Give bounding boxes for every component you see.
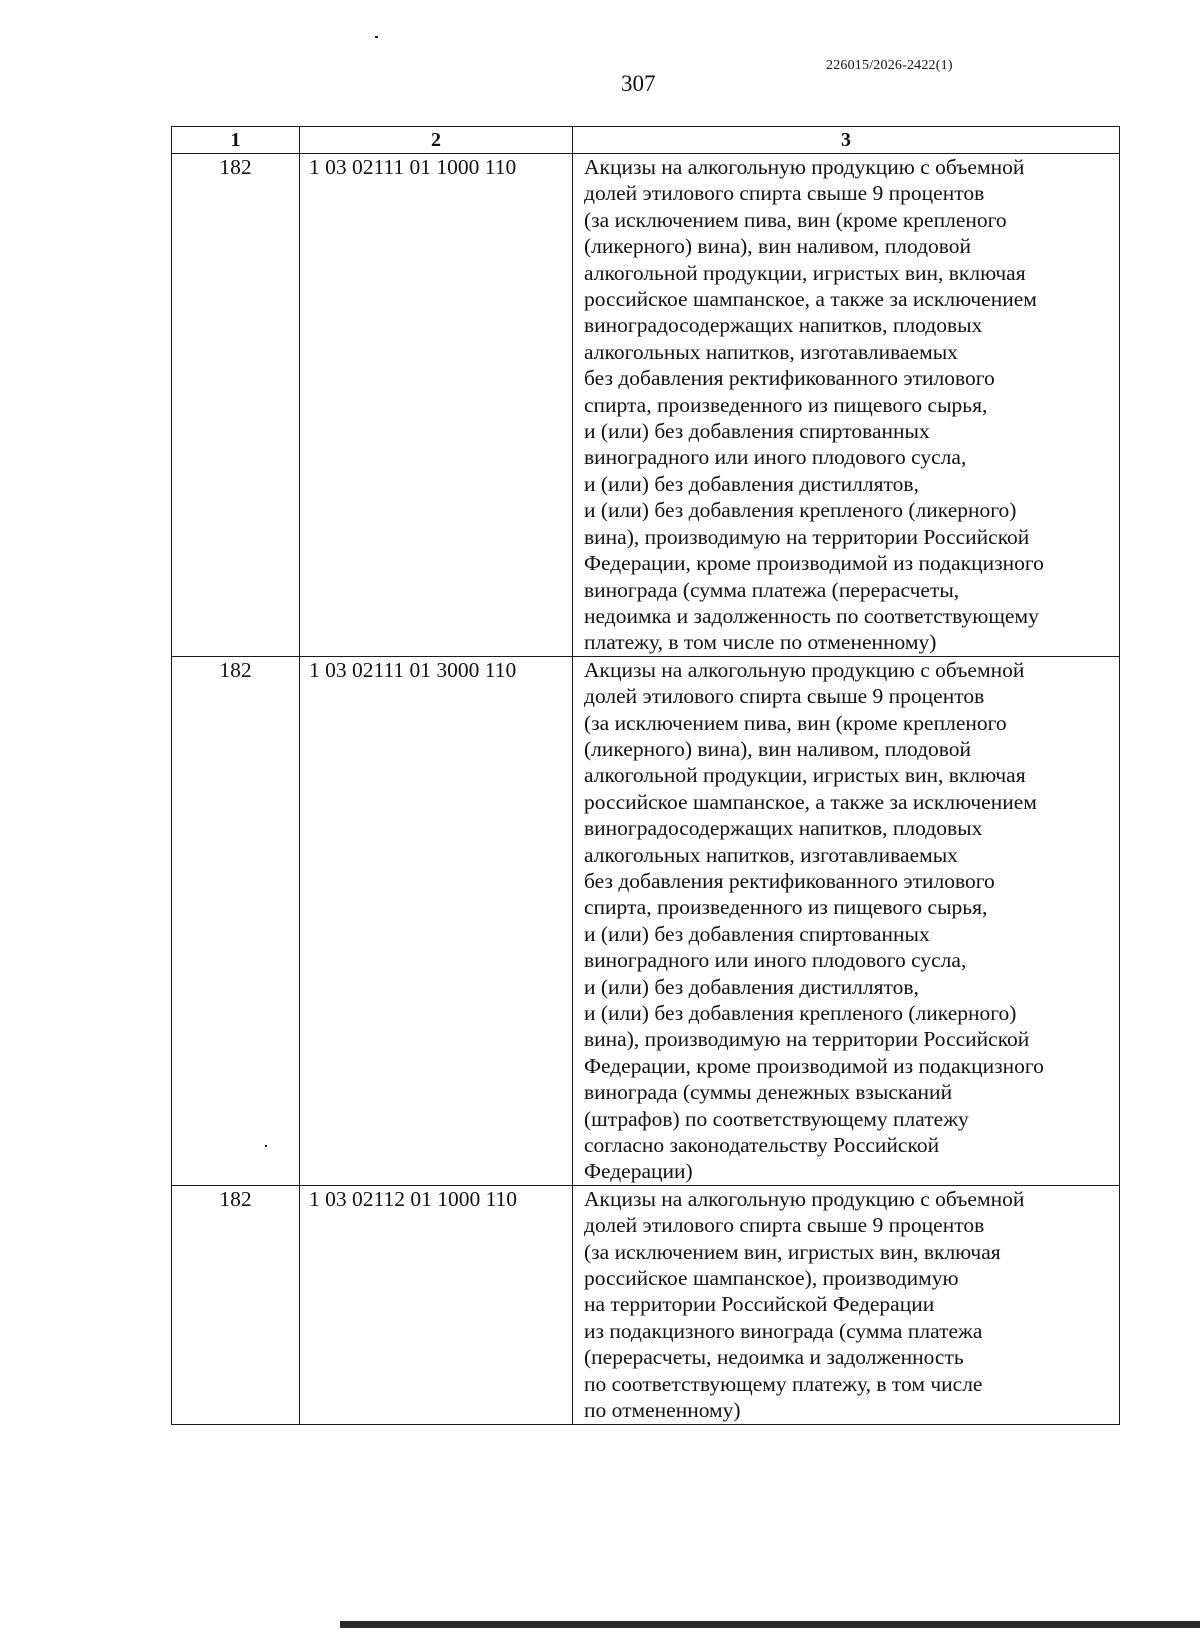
description-line: Федерации, кроме производимой из подакцизного	[584, 1053, 1044, 1078]
scan-speck	[375, 36, 378, 38]
kbk-code-cell: 1 03 02111 01 1000 110	[300, 154, 573, 657]
description-line: без добавления ректификованного этилового	[584, 868, 995, 893]
admin-code-cell: 182	[172, 154, 300, 657]
description-line: и (или) без добавления крепленого (ликерного)	[584, 498, 1017, 523]
description-line: спирта, произведенного из пищевого сырья,	[584, 392, 988, 417]
description-line: винограда (сумма платежа (перерасчеты,	[584, 577, 960, 602]
description-line: по соответствующему платежу, в том числе	[584, 1371, 983, 1396]
description-line: долей этилового спирта свыше 9 процентов	[584, 1213, 985, 1238]
table-body	[172, 154, 1120, 1425]
description-line: виноградного или иного плодового сусла,	[584, 445, 967, 470]
table-row	[172, 656, 1120, 1185]
column-header: 2	[300, 127, 573, 154]
description-line: и (или) без добавления спиртованных	[584, 921, 930, 946]
description-line: из подакцизного винограда (сумма платежа	[584, 1318, 983, 1343]
description-line: (ликерного) вина), вин наливом, плодовой	[584, 234, 972, 259]
description-line: Акцизы на алкогольную продукцию с объемной	[584, 1186, 1025, 1211]
description-line: Акцизы на алкогольную продукцию с объемной	[584, 155, 1025, 179]
description-line: (за исключением пива, вин (кроме крепленого	[584, 207, 1007, 232]
description-line: по отмененному)	[584, 1398, 741, 1423]
description-line: алкогольных напитков, изготавливаемых	[584, 842, 958, 867]
description-line: винограда (суммы денежных взысканий	[584, 1080, 953, 1105]
description-line: (ликерного) вина), вин наливом, плодовой	[584, 736, 972, 761]
description-line: вина), производимую на территории Российской	[584, 524, 1030, 549]
description-line: на территории Российской Федерации	[584, 1292, 935, 1317]
description-line: платежу, в том числе по отмененному)	[584, 630, 937, 655]
description-line: Федерации, кроме производимой из подакцизного	[584, 551, 1044, 576]
description-line: долей этилового спирта свыше 9 процентов	[584, 181, 985, 206]
description-cell	[573, 656, 1120, 1185]
page-number: 307	[621, 71, 656, 96]
table-row	[172, 154, 1120, 657]
description-line: (перерасчеты, недоимка и задолженность	[584, 1345, 964, 1370]
description-line: спирта, произведенного из пищевого сырья,	[584, 895, 988, 920]
description-line: виноградосодержащих напитков, плодовых	[584, 313, 983, 338]
description-line: алкогольной продукции, игристых вин, включая	[584, 763, 1026, 788]
description-line: российское шампанское, а также за исключением	[584, 789, 1037, 814]
description-cell	[573, 154, 1120, 657]
description-line: согласно законодательству Российской	[584, 1133, 940, 1158]
description-line: алкогольной продукции, игристых вин, включая	[584, 260, 1026, 285]
description-line: российское шампанское), производимую	[584, 1266, 959, 1291]
description-line: Акцизы на алкогольную продукцию с объемной	[584, 657, 1025, 682]
scan-edge-line	[340, 1621, 1200, 1628]
description-line: без добавления ректификованного этилового	[584, 366, 995, 391]
admin-code-cell: 182	[172, 656, 300, 1185]
description-line: вина), производимую на территории Российской	[584, 1027, 1030, 1052]
description-line: и (или) без добавления спиртованных	[584, 419, 930, 444]
description-line: (за исключением пива, вин (кроме крепленого	[584, 710, 1007, 735]
description-line: и (или) без добавления крепленого (ликерного)	[584, 1001, 1017, 1025]
column-header: 3	[573, 127, 1120, 154]
description-cell	[573, 1185, 1120, 1424]
description-line: российское шампанское, а также за исключением	[584, 287, 1037, 312]
table-header-row	[172, 127, 1120, 154]
admin-code-cell: 182	[172, 1185, 300, 1424]
description-line: долей этилового спирта свыше 9 процентов	[584, 684, 985, 709]
description-line: (штрафов) по соответствующему платежу	[584, 1106, 969, 1131]
description-line: и (или) без добавления дистиллятов,	[584, 471, 919, 496]
description-line: и (или) без добавления дистиллятов,	[584, 974, 919, 999]
table-row	[172, 1185, 1120, 1424]
description-line: алкогольных напитков, изготавливаемых	[584, 339, 958, 364]
description-line: Федерации)	[584, 1159, 693, 1184]
description-line: недоимка и задолженность по соответствующему	[584, 603, 1039, 628]
column-header: 1	[172, 127, 300, 154]
description-line: виноградного или иного плодового сусла,	[584, 948, 967, 973]
description-line: виноградосодержащих напитков, плодовых	[584, 816, 983, 841]
kbk-code-cell: 1 03 02112 01 1000 110	[300, 1185, 573, 1424]
kbk-code-cell: 1 03 02111 01 3000 110	[300, 656, 573, 1185]
excise-table	[171, 126, 1120, 1425]
document-id: 226015/2026-2422(1)	[826, 58, 953, 73]
description-line: (за исключением вин, игристых вин, включая	[584, 1239, 1001, 1264]
